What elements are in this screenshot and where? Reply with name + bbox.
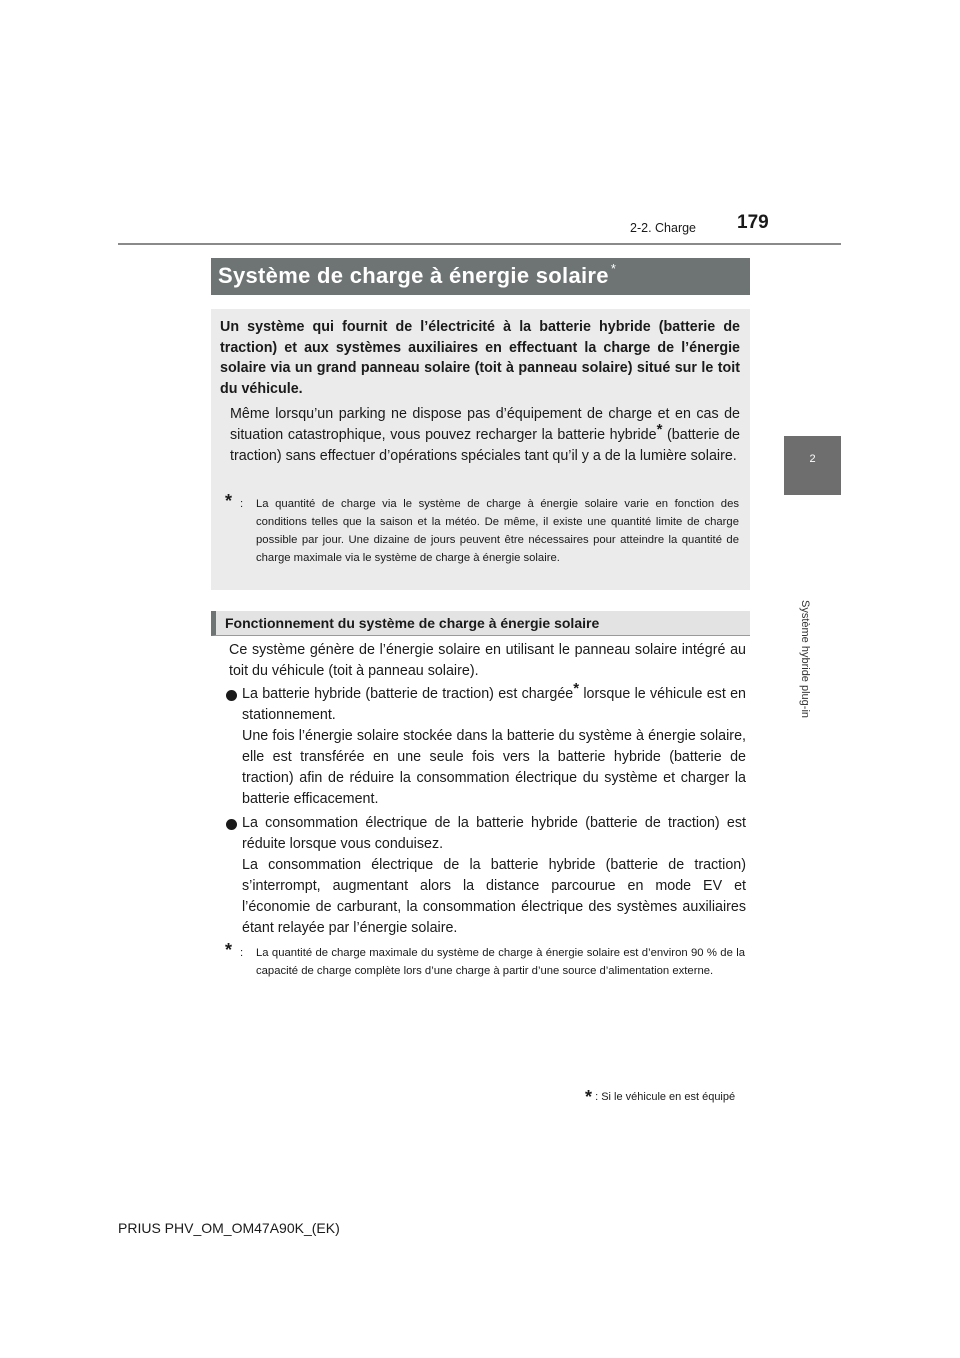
bullet1-detail: Une fois l’énergie solaire stockée dans la batterie du système à énergie solaire, elle est transférée en une seule fois vers la batterie hybride (batterie de traction) afin de réduire la consommation électrique du système et charger la batterie efficacement.	[242, 728, 746, 807]
bullet2-text: La consommation électrique de la batterie hybride (batterie de traction) est réduite lorsque vous conduisez.	[242, 815, 746, 852]
document-code: PRIUS PHV_OM_OM47A90K_(EK)	[118, 1220, 340, 1236]
title-asterisk: *	[610, 261, 617, 276]
chapter-tab	[784, 436, 841, 495]
subsection-footnote	[225, 940, 745, 980]
subsection-heading: Fonctionnement du système de charge à énergie solaire	[225, 615, 600, 631]
equipment-note	[585, 1087, 735, 1108]
footnote-text: La quantité de charge maximale du système de charge à énergie solaire est d’environ 90 % de la capacité de charge complète lors d’une charge à partir d’une source d’alimentation externe.	[256, 947, 745, 977]
chapter-number: 2	[809, 453, 816, 465]
page-title-bar	[211, 258, 750, 295]
header-divider	[118, 243, 841, 245]
intro-paragraph	[230, 404, 740, 467]
footnote-asterisk: *	[225, 491, 233, 511]
intro-box	[211, 309, 750, 590]
footnote-colon: :	[240, 947, 244, 959]
intro-paragraph-part1: Même lorsqu’un parking ne dispose pas d’équipement de charge et en cas de situation catastrophique, vous pouvez recharger la batterie hybride	[230, 406, 740, 443]
footnote-asterisk: *	[225, 940, 233, 960]
footnote-text: La quantité de charge via le système de charge à énergie solaire varie en fonction des conditions telles que la saison et la météo. De même, il existe une quantité limite de charge possible par jour. Une dizaine de jours peuvent être nécessaires pour atteindre la quantité de charge maximale via le système de charge à énergie solaire.	[256, 498, 739, 564]
bullet1-text-part2: lorsque le véhicule est en stationnement.	[242, 686, 746, 723]
asterisk-mark: *	[656, 421, 663, 438]
asterisk-mark: *	[573, 680, 580, 697]
subsection-body: Ce système génère de l’énergie solaire en utilisant le panneau solaire intégré au toit du véhicule (toit à panneau solaire).	[229, 642, 746, 679]
section-label: 2-2. Charge	[630, 221, 697, 235]
chapter-title: Système hybride plug-in	[799, 600, 811, 719]
footnote-colon: :	[240, 498, 244, 510]
bullet2-detail: La consommation électrique de la batterie hybride (batterie de traction) s’interrompt, augmentant alors la distance parcourue en mode EV et l’économie de carburant, la consommation électrique des systèmes auxiliaires étant relayée par l’énergie solaire.	[242, 857, 746, 936]
equipment-asterisk: *	[585, 1087, 593, 1107]
bullet-item-driving	[211, 813, 746, 939]
equipment-note-text: : Si le véhicule en est équipé	[595, 1091, 736, 1103]
bullet-dot	[226, 819, 237, 830]
bullet1-text-part1: La batterie hybride (batterie de traction) est chargée	[242, 686, 574, 702]
page-title: Système de charge à énergie solaire	[218, 263, 609, 288]
bullet-dot	[226, 690, 237, 701]
intro-summary: Un système qui fournit de l’électricité à la batterie hybride (batterie de traction) et aux systèmes auxiliaires en effectuant la charge de l’énergie solaire via un grand panneau solaire (toit à panneau solaire) situé sur le toit du véhicule.	[220, 319, 740, 397]
intro-footnote	[225, 491, 739, 567]
bullet-item-charging	[211, 680, 746, 810]
subsection-heading-bar	[211, 611, 750, 636]
intro-paragraph-part2: (batterie de traction) sans effectuer d’opérations spéciales tant qu’il y a de la lumière solaire.	[230, 427, 740, 464]
page-number: 179	[737, 212, 769, 233]
